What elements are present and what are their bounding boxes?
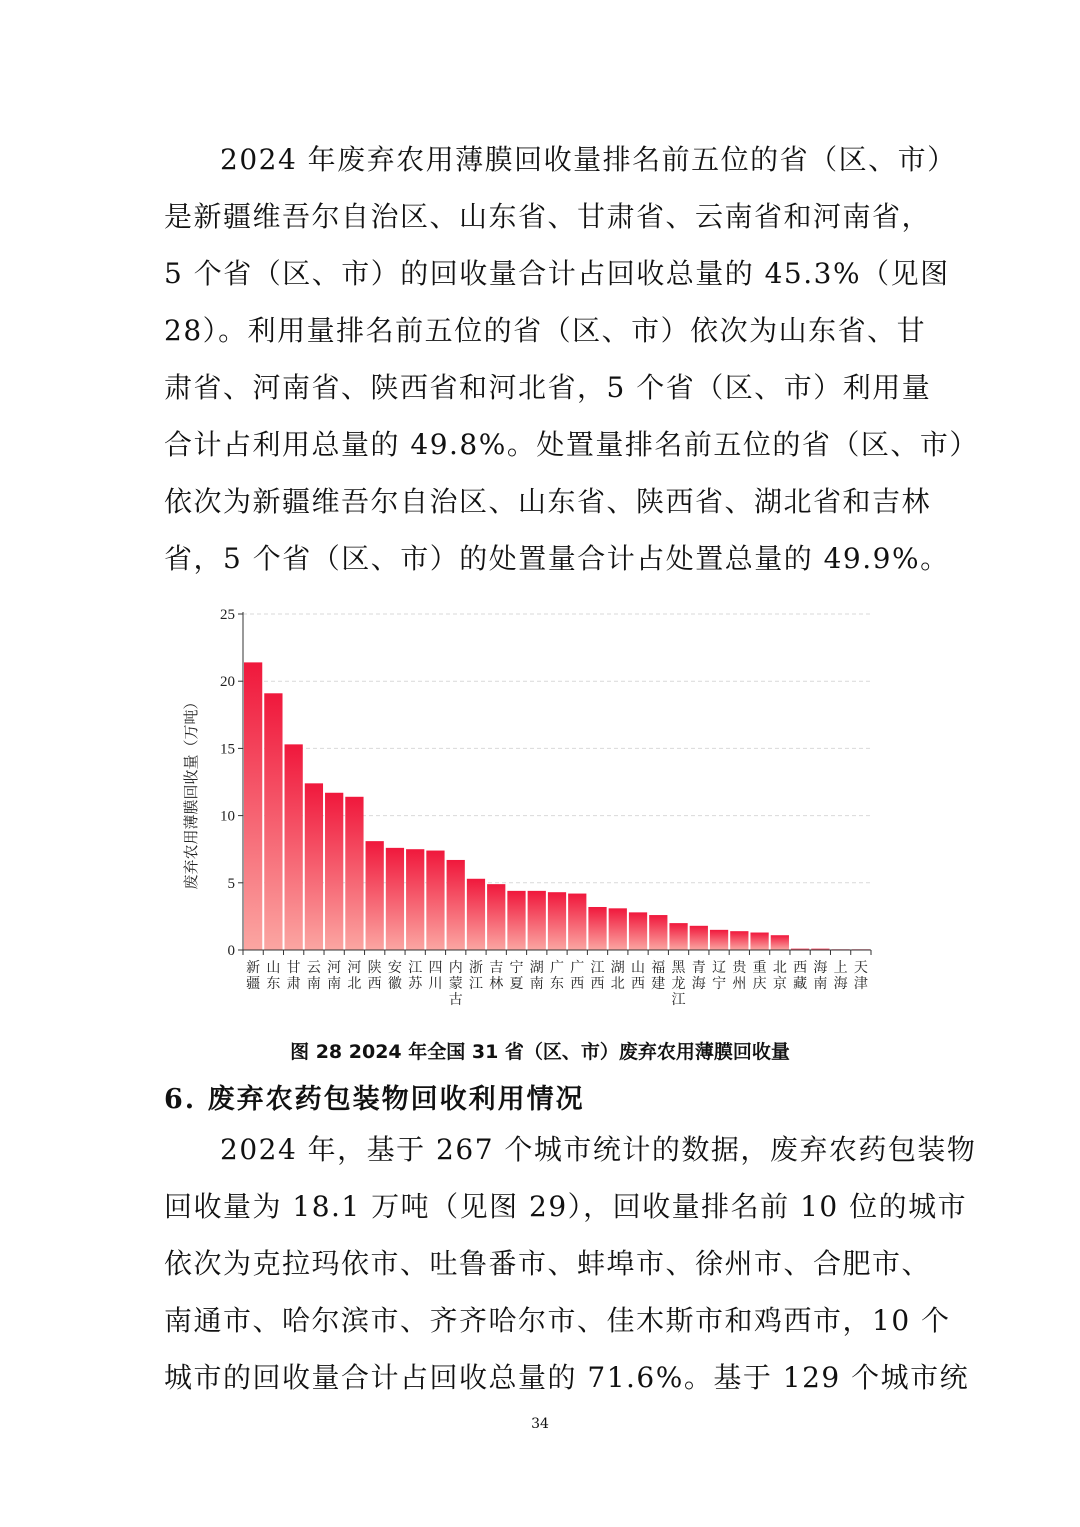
bar [406,849,424,950]
category-label: 上海 [833,960,848,992]
category-label: 浙江 [468,960,483,992]
section-heading: 6. 废弃农药包装物回收利用情况 [164,1084,585,1115]
category-label: 江苏 [408,960,423,992]
bar [629,912,647,950]
category-label: 黑龙江 [671,960,686,1008]
paragraph-line: 28）。利用量排名前五位的省（区、市）依次为山东省、甘 [164,314,927,347]
category-label: 海南 [813,960,828,992]
y-tick-label: 25 [220,607,235,623]
category-label: 重庆 [752,960,767,992]
category-label: 吉林 [489,960,504,992]
bar [426,851,444,950]
category-label: 贵州 [732,960,747,992]
bar [244,662,262,950]
bar [609,908,627,950]
bar [285,744,303,950]
bar [386,848,404,950]
category-label: 云南 [306,960,321,992]
y-tick-label: 5 [227,875,235,892]
category-label: 江西 [590,960,605,992]
paragraph-line: 省，5 个省（区、市）的处置量合计占处置总量的 49.9%。 [164,542,950,575]
bar [264,693,282,950]
paragraph-line: 2024 年废弃农用薄膜回收量排名前五位的省（区、市） [220,143,957,176]
bar [325,793,343,950]
bar [345,797,363,950]
category-label: 山西 [631,960,646,992]
category-label: 内蒙古 [448,960,463,1008]
bar [487,884,505,950]
category-label: 广西 [570,960,585,992]
paragraph-line: 2024 年，基于 267 个城市统计的数据，废弃农药包装物 [220,1133,977,1166]
category-label: 山东 [266,960,281,992]
category-label: 辽宁 [712,960,727,992]
category-label: 西藏 [793,960,808,992]
paragraph-line: 回收量为 18.1 万吨（见图 29），回收量排名前 10 位的城市 [164,1190,968,1223]
category-label: 宁夏 [509,960,524,992]
category-label: 甘肃 [286,960,301,992]
bar [447,860,465,950]
y-tick-label: 0 [227,943,235,959]
paragraph-line: 5 个省（区、市）的回收量合计占回收总量的 45.3%（见图 [164,257,950,290]
bar [528,891,546,950]
paragraph-line: 依次为克拉玛依市、吐鲁番市、蚌埠市、徐州市、合肥市、 [164,1247,932,1280]
bar [366,841,384,950]
y-axis-label: 废弃农用薄膜回收量（万吨） [182,694,200,890]
body-paragraph-2 [164,1121,977,1406]
category-label: 新疆 [246,960,261,992]
bar [305,783,323,950]
y-tick-label: 15 [220,741,235,758]
category-label: 北京 [772,960,787,992]
bars [244,662,870,950]
bar [507,891,525,950]
category-label: 广东 [550,960,564,992]
category-label: 天津 [853,960,868,992]
category-label: 陕西 [367,960,382,992]
y-tick-label: 20 [220,674,235,691]
bar [568,894,586,950]
category-label: 福建 [651,960,666,992]
category-label: 湖南 [529,960,544,992]
bar [548,892,566,950]
category-label: 安徽 [387,960,402,992]
paragraph-line: 城市的回收量合计占回收总量的 71.6%。基于 129 个城市统 [164,1361,970,1394]
bar [467,879,485,950]
paragraph-line: 南通市、哈尔滨市、齐齐哈尔市、佳木斯市和鸡西市，10 个 [164,1304,951,1337]
category-label: 四川 [428,960,443,992]
y-tick-label: 10 [220,808,235,825]
figure-caption: 图 28 2024 年全国 31 省（区、市）废弃农用薄膜回收量 [290,1041,790,1063]
bar [710,930,728,950]
body-paragraph-1 [164,131,979,587]
paragraph-line: 是新疆维吾尔自治区、山东省、甘肃省、云南省和河南省， [164,200,932,233]
bar [730,931,748,950]
recovery-bar-chart [170,595,890,1020]
category-label: 湖北 [610,960,625,992]
bar [690,926,708,950]
bar [669,923,687,950]
paragraph-line: 依次为新疆维吾尔自治区、山东省、陕西省、湖北省和吉林 [164,485,932,518]
bar [771,935,789,950]
category-label: 河北 [347,960,362,992]
bar [588,907,606,950]
page-number: 34 [531,1416,549,1432]
category-label: 河南 [327,960,342,992]
category-label: 青海 [691,960,706,992]
paragraph-line: 肃省、河南省、陕西省和河北省，5 个省（区、市）利用量 [164,371,932,404]
bar [750,933,768,950]
paragraph-line: 合计占利用总量的 49.8%。处置量排名前五位的省（区、市） [164,428,979,461]
bar [649,915,667,950]
